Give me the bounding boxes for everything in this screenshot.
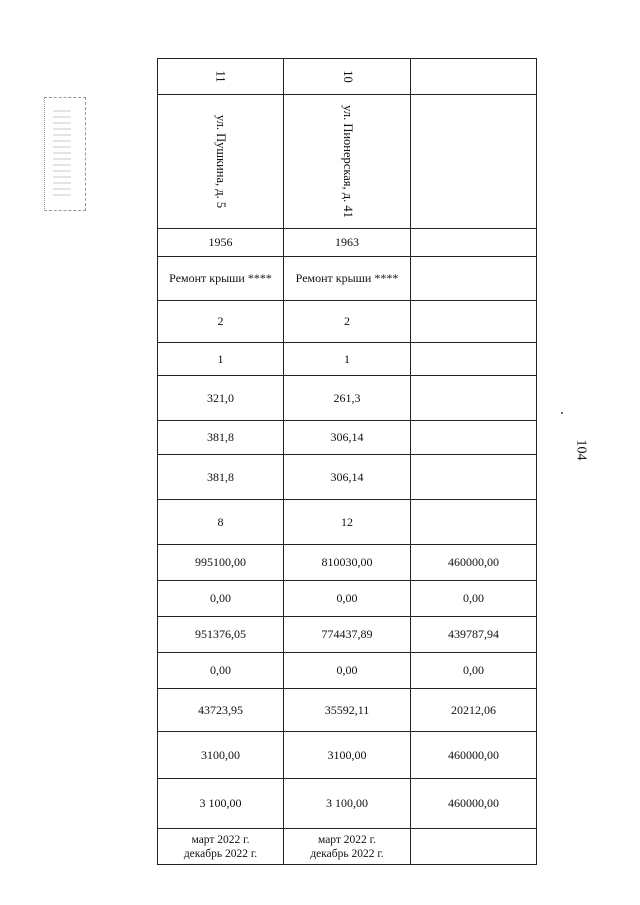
scan-stamp-mark: [44, 97, 86, 211]
table-cell: 1: [158, 343, 284, 376]
table-cell: 20212,06: [411, 689, 537, 732]
unit-cost-row: [158, 732, 537, 779]
table-cell: 0,00: [284, 581, 411, 617]
table-cell: 774437,89: [284, 617, 411, 653]
table-cell: [411, 229, 537, 257]
table-cell: [411, 421, 537, 455]
table-cell: 0,00: [411, 653, 537, 689]
fund-cost-row: [158, 581, 537, 617]
table-cell: 3100,00: [284, 732, 411, 779]
table-cell: 460000,00: [411, 545, 537, 581]
rotated-cell-text: 11: [213, 70, 228, 83]
table-cell: 12: [284, 500, 411, 545]
table-cell: 1956: [158, 229, 284, 257]
table-cell: 2: [284, 301, 411, 343]
table-cell: 995100,00: [158, 545, 284, 581]
rotated-cell-text: ул. Пионерская, д. 41: [340, 105, 355, 218]
table-cell: 306,14: [284, 421, 411, 455]
municipal-budget-row: [158, 653, 537, 689]
area-residential-row: [158, 455, 537, 500]
table-cell: 951376,05: [158, 617, 284, 653]
max-unit-cost-row: [158, 779, 537, 829]
table-cell: [411, 301, 537, 343]
table-cell: [411, 500, 537, 545]
area-living-row: [158, 421, 537, 455]
table-cell: 35592,11: [284, 689, 411, 732]
table-cell: 2: [158, 301, 284, 343]
address-row: [158, 95, 537, 229]
table-cell: 0,00: [284, 653, 411, 689]
table-cell: 3 100,00: [158, 779, 284, 829]
table-cell: [284, 59, 411, 95]
table-cell: 381,8: [158, 455, 284, 500]
table-cell: март 2022 г. декабрь 2022 г.: [284, 829, 411, 865]
table-cell: 321,0: [158, 376, 284, 421]
table-cell: [284, 95, 411, 229]
table-cell: март 2022 г. декабрь 2022 г.: [158, 829, 284, 865]
table-cell: Ремонт крыши ****: [284, 257, 411, 301]
table-cell: 460000,00: [411, 779, 537, 829]
table-cell: 0,00: [411, 581, 537, 617]
table-cell: [411, 343, 537, 376]
floors-row: [158, 301, 537, 343]
table-cell: 8: [158, 500, 284, 545]
table-cell: 261,3: [284, 376, 411, 421]
repair-program-table: [157, 58, 537, 865]
table-cell: Ремонт крыши ****: [158, 257, 284, 301]
table-cell: [411, 376, 537, 421]
page-number: 104: [573, 439, 589, 461]
table-cell: 3 100,00: [284, 779, 411, 829]
table-cell: 810030,00: [284, 545, 411, 581]
owners-funds-row: [158, 689, 537, 732]
table-cell: 0,00: [158, 653, 284, 689]
table-cell: 439787,94: [411, 617, 537, 653]
table-cell: [411, 95, 537, 229]
table-body: [158, 59, 537, 865]
table-cell: 306,14: [284, 455, 411, 500]
table-cell: [411, 257, 537, 301]
table-cell: 0,00: [158, 581, 284, 617]
entrances-row: [158, 343, 537, 376]
total-cost-row: [158, 545, 537, 581]
residents-row: [158, 500, 537, 545]
table-cell: 460000,00: [411, 732, 537, 779]
table-cell: [411, 59, 537, 95]
table-cell: [158, 95, 284, 229]
deadline-row: [158, 829, 537, 865]
rotated-cell-text: 10: [340, 70, 355, 83]
table-cell: [411, 829, 537, 865]
area-total-row: [158, 376, 537, 421]
year-row: [158, 229, 537, 257]
table-cell: 381,8: [158, 421, 284, 455]
table-cell: 3100,00: [158, 732, 284, 779]
rotated-cell-text: ул. Пушкина, д. 5: [213, 114, 228, 209]
column-number-row: [158, 59, 537, 95]
table-cell: 1963: [284, 229, 411, 257]
scan-speck: [561, 412, 563, 414]
table-cell: [158, 59, 284, 95]
table-cell: 1: [284, 343, 411, 376]
table-cell: [411, 455, 537, 500]
regional-budget-row: [158, 617, 537, 653]
table-cell: 43723,95: [158, 689, 284, 732]
work-type-row: [158, 257, 537, 301]
